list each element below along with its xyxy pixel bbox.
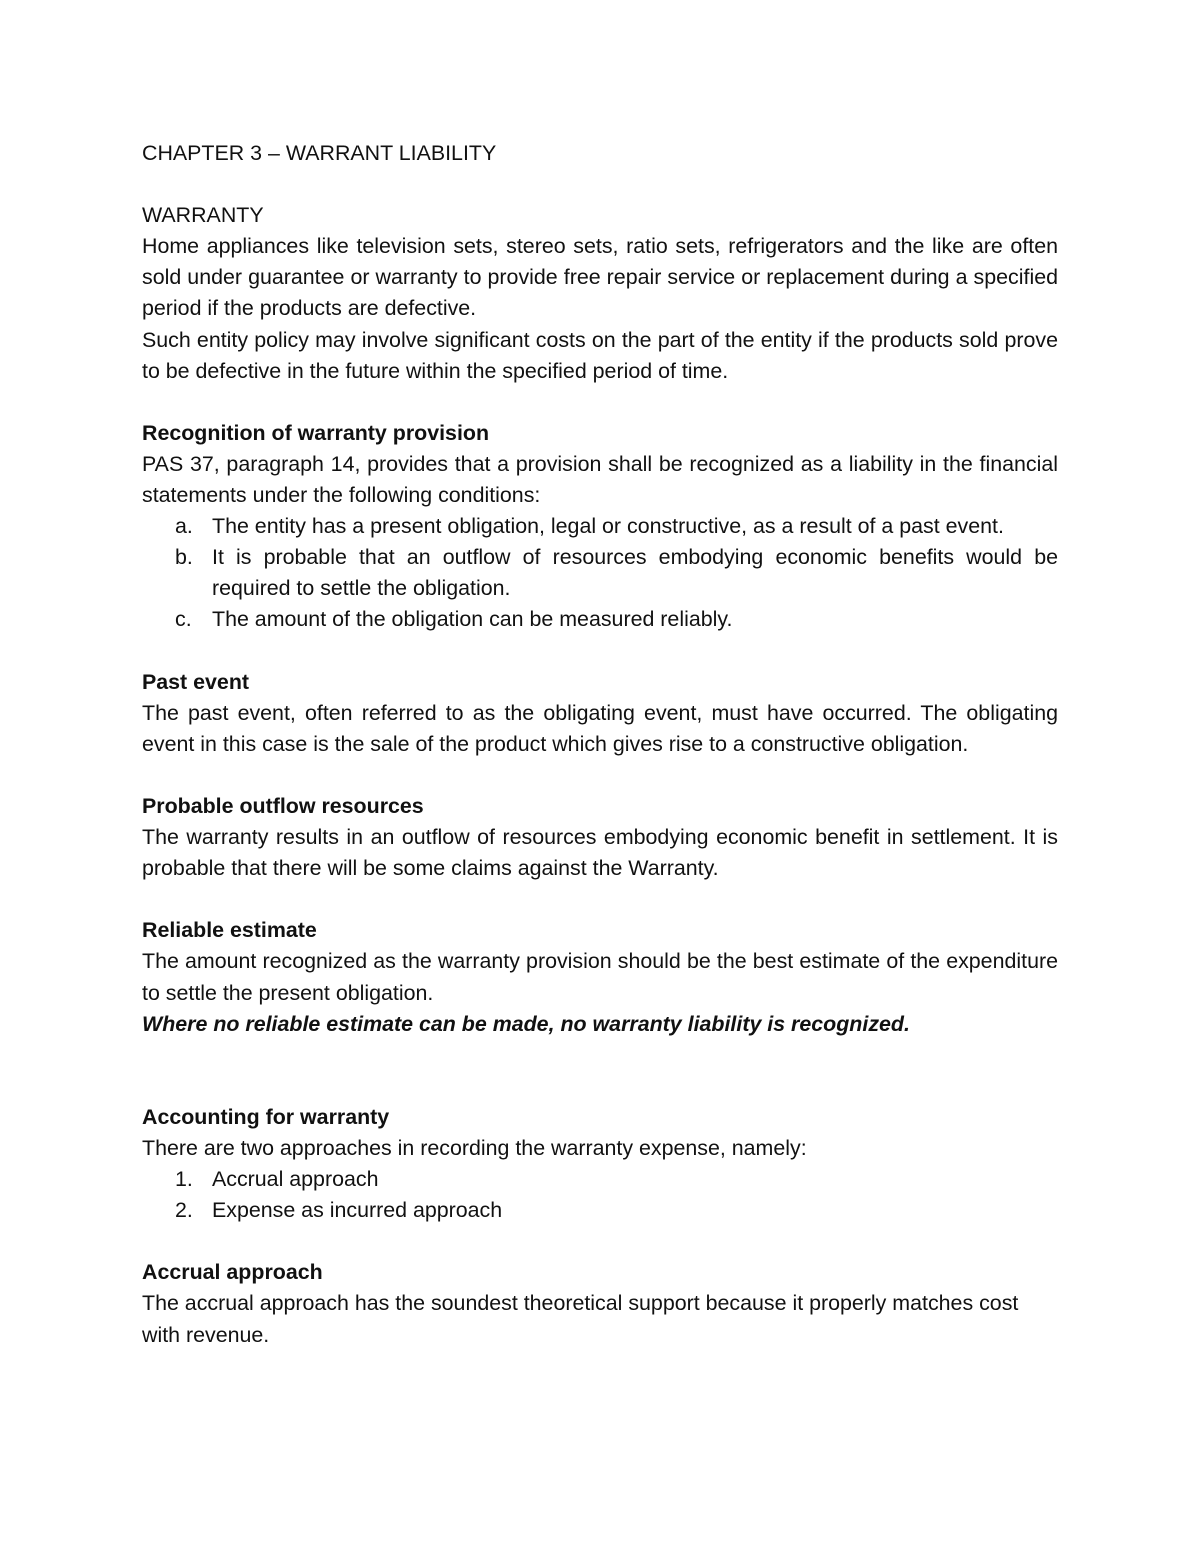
list-item-text: Expense as incurred approach: [212, 1198, 503, 1223]
past-event-paragraph: The past event, often referred to as the obligating event, must have occurred. The obligating event in this case is the sale of the product which gives rise to a constructive obligation.: [142, 700, 1058, 756]
list-item-text: It is probable that an outflow of resources embodying economic benefits would be required to settle the obligation.: [212, 545, 1058, 601]
list-item-text: Accrual approach: [212, 1167, 379, 1192]
list-item: [142, 604, 1058, 635]
section-heading-recognition: Recognition of warranty provision: [142, 420, 490, 445]
section-heading-accrual: Accrual approach: [142, 1260, 323, 1285]
list-marker: a.: [175, 514, 193, 539]
list-item: [142, 542, 1058, 604]
spacer: [142, 387, 1058, 418]
spacer: [142, 760, 1058, 791]
list-item: [142, 1164, 1058, 1195]
warranty-paragraph-2: Such entity policy may involve significant costs on the part of the entity if the products sold prove to be defective in the future within the specified period of time.: [142, 327, 1058, 383]
list-marker: c.: [175, 607, 192, 632]
section-heading-reliable-estimate: Reliable estimate: [142, 918, 317, 943]
spacer: [142, 1226, 1058, 1257]
accounting-approaches-list: [142, 1164, 1058, 1226]
document-page: [142, 138, 1058, 1351]
warranty-paragraph-1: Home appliances like television sets, stereo sets, ratio sets, refrigerators and the like are often sold under guarantee or warranty to provide free repair service or replacement during a specified period if the products are defective.: [142, 234, 1058, 321]
list-marker: 2.: [175, 1198, 193, 1223]
accrual-paragraph: The accrual approach has the soundest theoretical support because it properly matches cost with revenue.: [142, 1291, 1019, 1347]
section-heading-past-event: Past event: [142, 669, 250, 694]
section-heading-warranty: WARRANTY: [142, 203, 264, 228]
accounting-intro: There are two approaches in recording the warranty expense, namely:: [142, 1136, 807, 1160]
list-marker: b.: [175, 545, 193, 570]
list-item: [142, 511, 1058, 542]
recognition-conditions-list: [142, 511, 1058, 635]
list-marker: 1.: [175, 1167, 193, 1192]
spacer: [142, 169, 1058, 200]
spacer: [142, 1040, 1058, 1102]
chapter-title: CHAPTER 3 – WARRANT LIABILITY: [142, 141, 497, 165]
recognition-intro: PAS 37, paragraph 14, provides that a provision shall be recognized as a liability in the financial statements under the following conditions:: [142, 451, 1058, 508]
list-item-text: The amount of the obligation can be measured reliably.: [212, 607, 733, 632]
reliable-estimate-emphasis: Where no reliable estimate can be made, no warranty liability is recognized.: [142, 1011, 910, 1036]
reliable-estimate-paragraph: The amount recognized as the warranty provision should be the best estimate of the expenditure to settle the present obligation.: [142, 949, 1058, 1005]
probable-outflow-paragraph: The warranty results in an outflow of resources embodying economic benefit in settlement. It is probable that there will be some claims against the Warranty.: [142, 825, 1058, 881]
list-item-text: The entity has a present obligation, legal or constructive, as a result of a past event.: [212, 514, 1004, 539]
spacer: [142, 636, 1058, 667]
section-heading-probable-outflow: Probable outflow resources: [142, 793, 424, 818]
section-heading-accounting: Accounting for warranty: [142, 1104, 390, 1129]
list-item: [142, 1195, 1058, 1226]
spacer: [142, 884, 1058, 915]
